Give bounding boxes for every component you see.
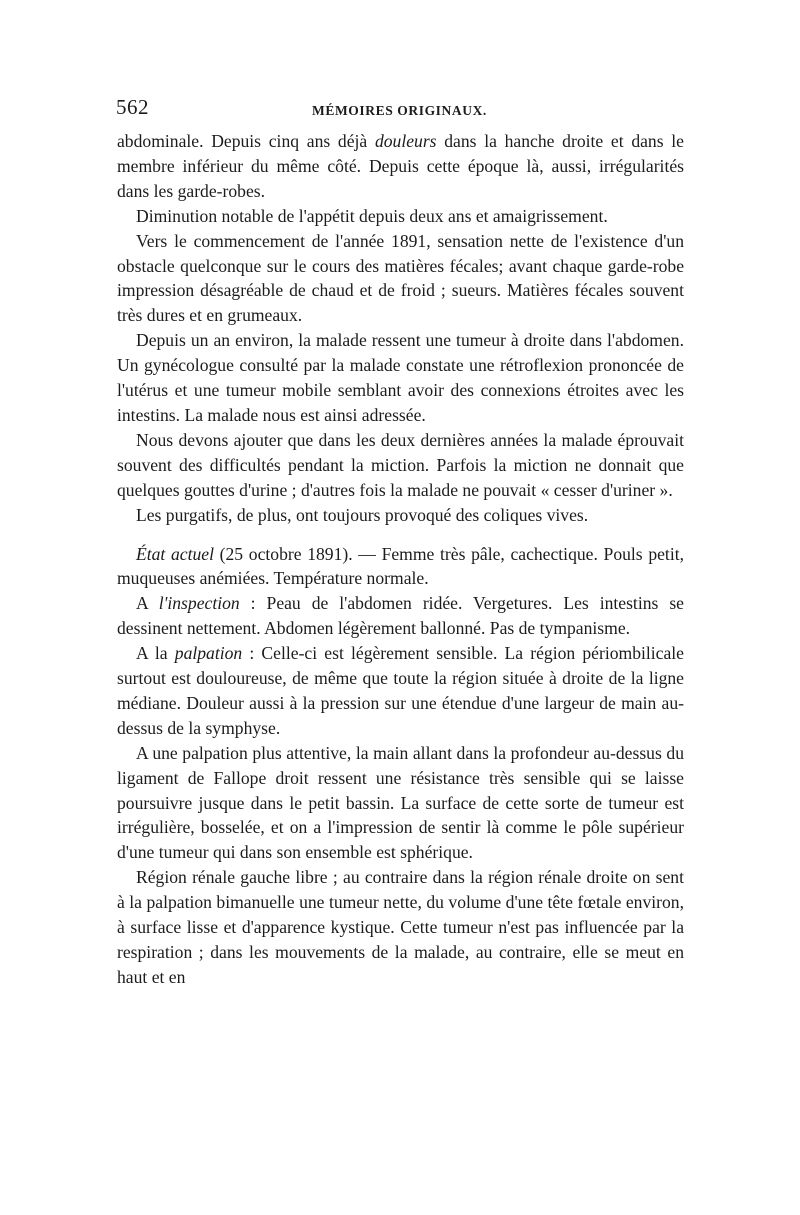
italic-text: palpation: [174, 643, 243, 664]
text-run: Vers le commencement de l'année 1891, sensation nette de l'existence d'un obstacle quelconque sur le cours des matières fécales; avant chaque garde-robe impression désagréable de chaud et de froid ; sueurs. Matières fécales souvent très dures et en grumeaux.: [117, 230, 684, 326]
running-head-title: MÉMOIRES ORIGINAUX.: [312, 103, 487, 118]
paragraph: [117, 129, 684, 204]
text-run: abdominale. Depuis cinq ans déjà: [117, 131, 375, 151]
italic-text: État actuel: [136, 543, 214, 564]
text-run: A la: [136, 643, 175, 664]
text-run: : Celle-ci est légèrement sensible. La région périombilicale surtout est douloureuse, de même que toute la région située à droite de la ligne médiane. Douleur aussi à la pression sur une étendue d'une largeur de main au-dessus de la symphyse.: [117, 643, 684, 738]
paragraph: [117, 542, 684, 592]
text-run: Les purgatifs, de plus, ont toujours provoqué des coliques vives.: [136, 504, 589, 525]
paragraph: [117, 328, 684, 428]
paragraph: [117, 204, 684, 229]
text-run: Diminution notable de l'appétit depuis deux ans et amaigrissement.: [136, 205, 608, 226]
paragraph: [117, 503, 684, 528]
body-text: [117, 129, 684, 990]
text-run: A: [136, 593, 159, 614]
text-run: A une palpation plus attentive, la main allant dans la profondeur au-dessus du ligament de Fallope droit ressent une résistance très sensible qui se laisse poursuivre jusque dans le petit bassin. La surface de cette sorte de tumeur est irrégulière, bosselée, et on a l'impression de sentir là comme le pôle supérieur d'une tumeur qui dans son ensemble est sphérique.: [117, 742, 684, 863]
italic-text: douleurs: [374, 131, 437, 151]
text-run: Région rénale gauche libre ; au contraire dans la région rénale droite on sent à la palpation bimanuelle une tumeur nette, du volume d'une tête fœtale environ, à surface lisse et d'apparence kystique. Cette tumeur n'est pas influencée par la respiration ; dans les mouvements de la malade, au contraire, elle se meut en haut et en: [117, 867, 684, 987]
book-page: [117, 95, 684, 990]
page-number: 562: [116, 95, 149, 119]
text-run: Depuis un an environ, la malade ressent une tumeur à droite dans l'abdomen. Un gynécologue consulté par la malade constate une rétroflexion prononcée de l'utérus et une tumeur mobile semblant avoir des connexions étroites avec les intestins. La malade nous est ainsi adressée.: [117, 330, 684, 425]
paragraph: [117, 865, 684, 990]
text-run: : Peau de l'abdomen ridée. Vergetures. Les intestins se dessinent nettement. Abdomen légèrement ballonné. Pas de tympanisme.: [117, 593, 684, 639]
text-run: Nous devons ajouter que dans les deux dernières années la malade éprouvait souvent des difficultés pendant la miction. Parfois la miction ne donnait que quelques gouttes d'urine ; d'autres fois la malade ne pouvait « cesser d'uriner ».: [117, 429, 684, 500]
paragraph: [117, 229, 684, 329]
paragraph: [117, 741, 684, 866]
running-head: [117, 95, 684, 129]
paragraph: [117, 641, 684, 741]
text-run: (25 octobre 1891). — Femme très pâle, cachectique. Pouls petit, muqueuses anémiées. Température normale.: [117, 543, 684, 589]
paragraph: [117, 591, 684, 641]
text-run: dans la hanche droite et dans le membre inférieur du même côté. Depuis cette époque là, aussi, irrégularités dans les garde-robes.: [117, 131, 684, 201]
paragraph: [117, 428, 684, 503]
italic-text: l'inspection: [158, 593, 240, 614]
